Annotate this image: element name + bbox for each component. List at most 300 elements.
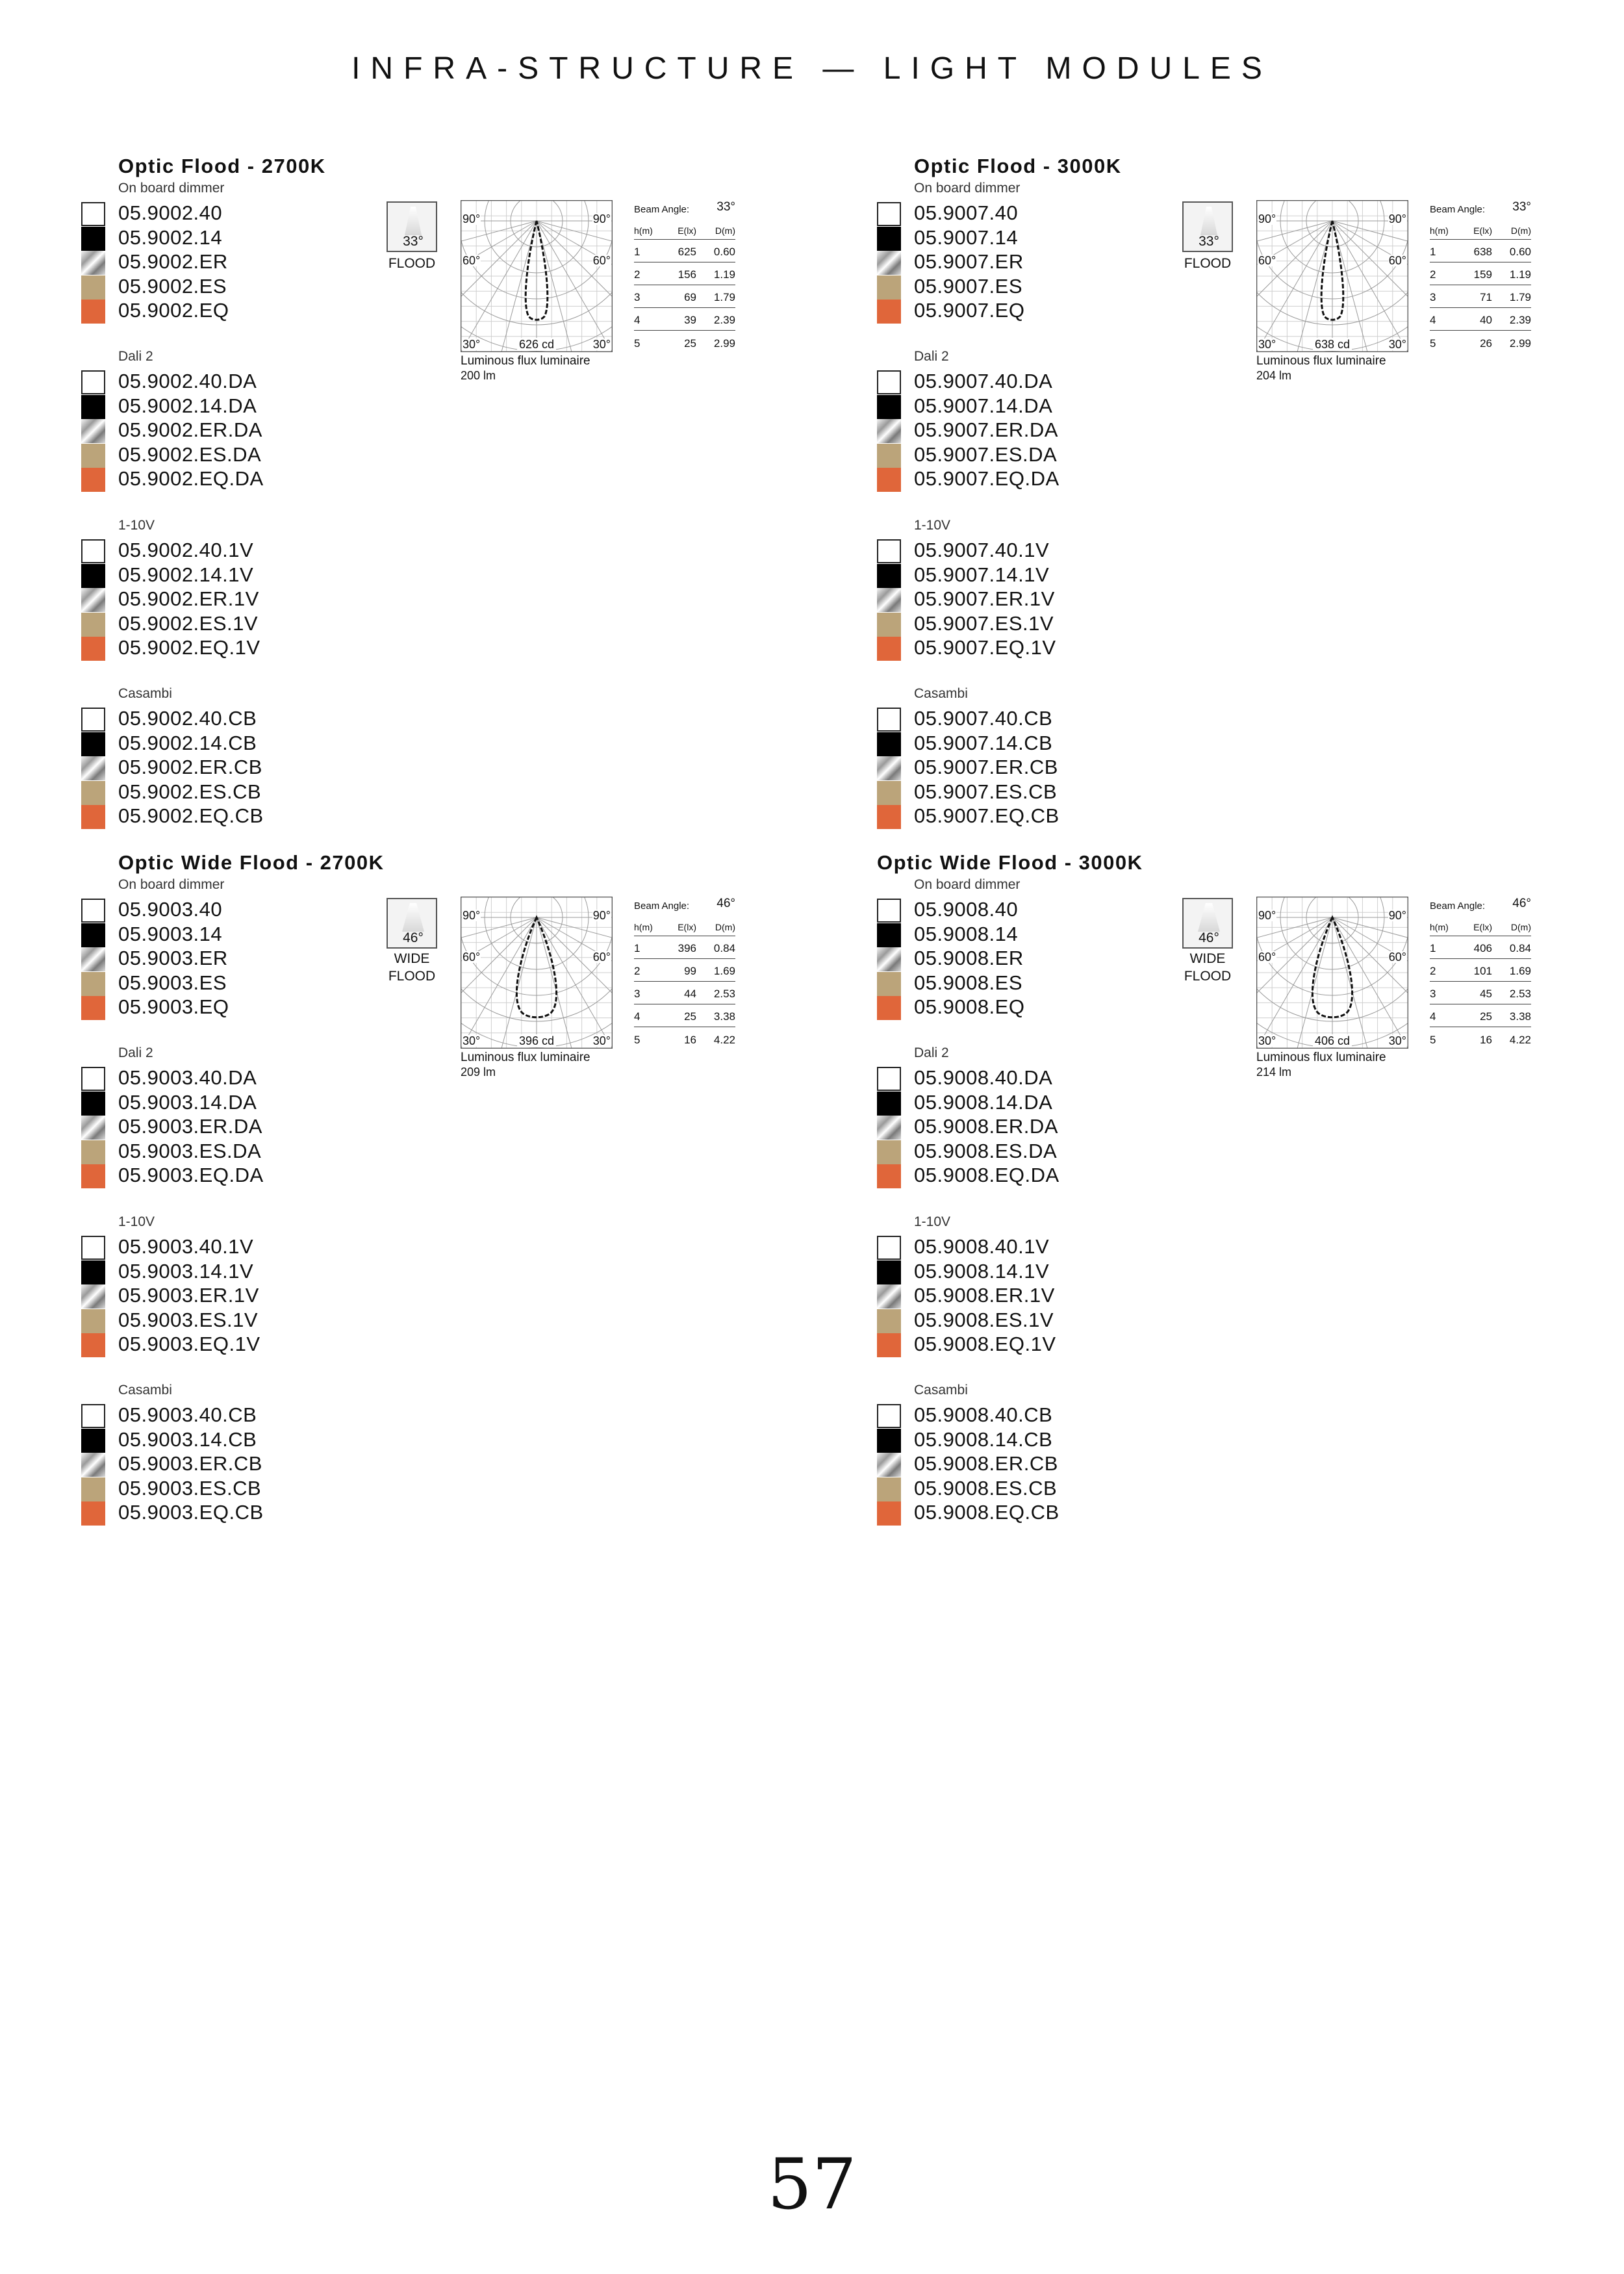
table-row: [1430, 936, 1531, 959]
table-cell: 2.39: [1509, 314, 1531, 326]
polar-light-distribution-diagram: [1256, 897, 1408, 1049]
block-title: Optic Flood - 3000K: [914, 155, 1122, 177]
polar-light-distribution-diagram: [461, 200, 613, 352]
group-label: Dali 2: [914, 1045, 949, 1060]
finish-swatch-white: [81, 202, 105, 226]
finish-swatch-orange: [877, 1501, 901, 1526]
table-cell: 3.38: [1509, 1010, 1531, 1023]
finish-swatch-orange: [877, 1164, 901, 1188]
table-cell: 159: [1473, 268, 1492, 281]
group-label: Dali 2: [118, 349, 153, 364]
finish-swatch-orange: [81, 805, 105, 829]
product-code-row: [914, 1114, 1278, 1139]
product-code: 05.9007.EQ.CB: [914, 804, 1059, 827]
table-header-row: [1430, 218, 1531, 240]
variant-group: [118, 1383, 482, 1525]
table-row: [1430, 1004, 1531, 1027]
finish-swatch-sand: [877, 275, 901, 300]
table-header-row: [634, 218, 735, 240]
finish-swatch-black: [877, 227, 901, 251]
polar-angle-label: 60°: [1388, 254, 1406, 267]
product-block: [81, 149, 828, 838]
finish-swatch-orange: [81, 1164, 105, 1188]
product-code: 05.9007.14.1V: [914, 563, 1050, 586]
finish-swatch-white: [81, 1236, 105, 1260]
table-cell: 40: [1480, 314, 1492, 326]
finish-swatch-black: [877, 923, 901, 947]
finish-swatch-chrome: [81, 1116, 105, 1140]
finish-swatch-black: [81, 395, 105, 419]
product-code: 05.9002.40.DA: [118, 370, 257, 392]
finish-swatch-black: [81, 1260, 105, 1284]
polar-peak-intensity: 396 cd: [517, 1034, 556, 1047]
product-code-row: [118, 1283, 482, 1308]
product-code-row: [118, 755, 482, 780]
variant-group: [914, 1214, 1278, 1357]
product-code: 05.9008.ES.DA: [914, 1139, 1058, 1162]
product-code: 05.9003.ES.DA: [118, 1139, 262, 1162]
product-code-row: [118, 1451, 482, 1476]
table-header-cell: D(m): [715, 225, 735, 236]
table-cell: 4.22: [1509, 1034, 1531, 1046]
polar-angle-label: 60°: [1258, 254, 1276, 267]
beam-angle-number: 33°: [717, 200, 735, 214]
polar-angle-label: 30°: [592, 1034, 611, 1047]
table-cell: 4: [634, 1010, 641, 1023]
polar-diagram-grid: [461, 897, 613, 1049]
finish-swatch-black: [877, 732, 901, 756]
product-code-row: [118, 538, 482, 563]
finish-swatch-black: [81, 1092, 105, 1116]
table-header-cell: E(lx): [1473, 225, 1492, 236]
finish-swatch-black: [877, 1429, 901, 1453]
polar-angle-label: 60°: [1388, 951, 1406, 964]
table-cell: 2.99: [1509, 337, 1531, 350]
product-code-row: [118, 1332, 482, 1357]
product-code: 05.9008.ES.CB: [914, 1476, 1058, 1500]
product-code-row: [118, 1090, 482, 1115]
finish-swatch-white: [877, 1067, 901, 1091]
table-cell: 4: [1430, 1010, 1436, 1023]
product-code: 05.9008.ES.1V: [914, 1308, 1054, 1331]
finish-swatch-orange: [81, 468, 105, 492]
product-code-row: [914, 369, 1278, 394]
finish-swatch-white: [877, 202, 901, 226]
polar-diagram-grid: [1256, 897, 1408, 1049]
product-code: 05.9008.ER.DA: [914, 1115, 1058, 1138]
finish-swatch-white: [877, 539, 901, 563]
polar-peak-intensity: 406 cd: [1313, 1034, 1352, 1047]
product-code: 05.9007.ES.1V: [914, 611, 1054, 635]
group-label: On board dimmer: [914, 181, 1021, 196]
product-code: 05.9002.40.CB: [118, 707, 257, 730]
table-cell: 1: [634, 246, 641, 258]
product-code: 05.9003.14.DA: [118, 1090, 257, 1114]
product-code-row: [914, 466, 1278, 491]
finish-swatch-black: [877, 1260, 901, 1284]
finish-swatch-sand: [81, 781, 105, 805]
luminous-flux-value: 200 lm: [461, 369, 496, 382]
product-code-row: [914, 995, 1278, 1019]
product-code-row: [914, 1308, 1278, 1333]
variant-group: [914, 1045, 1278, 1188]
product-code-row: [914, 442, 1278, 467]
table-header-cell: E(lx): [678, 225, 696, 236]
finish-swatch-chrome: [81, 251, 105, 275]
product-code-row: [914, 394, 1278, 418]
group-label: Casambi: [118, 1383, 172, 1398]
product-code: 05.9003.14: [118, 922, 223, 945]
product-code-row: [118, 1500, 482, 1525]
product-code-row: [118, 731, 482, 756]
product-code: 05.9002.14: [118, 225, 223, 249]
table-cell: 39: [684, 314, 696, 326]
product-code-row: [914, 731, 1278, 756]
finish-swatch-chrome: [81, 588, 105, 612]
finish-swatch-black: [81, 564, 105, 588]
beam-angle-row: [634, 199, 735, 218]
polar-angle-label: 90°: [1258, 909, 1276, 922]
polar-angle-label: 90°: [463, 212, 481, 225]
table-cell: 2.53: [1509, 988, 1531, 1000]
table-cell: 1.79: [713, 291, 735, 303]
variant-group: [914, 518, 1278, 660]
product-code-row: [914, 706, 1278, 731]
finish-swatch-sand: [877, 444, 901, 468]
beam-angle-number: 46°: [1512, 897, 1531, 910]
table-cell: 16: [684, 1034, 696, 1046]
beam-angle-value: 46°: [1199, 930, 1219, 945]
table-row: [1430, 308, 1531, 331]
product-code-row: [118, 706, 482, 731]
product-code: 05.9008.40.1V: [914, 1235, 1050, 1258]
finish-swatch-orange: [877, 996, 901, 1020]
polar-diagram-grid: [1256, 200, 1408, 352]
table-cell: 25: [684, 1010, 696, 1023]
finish-swatch-white: [877, 899, 901, 923]
photometric-table: [634, 199, 735, 353]
product-code: 05.9003.ER: [118, 947, 228, 969]
finish-swatch-orange: [81, 637, 105, 661]
product-code-row: [914, 804, 1278, 828]
table-header-cell: D(m): [1510, 225, 1531, 236]
luminous-flux-label: Luminous flux luminaire: [1256, 1051, 1386, 1064]
finish-swatch-sand: [81, 1477, 105, 1501]
product-code-row: [118, 1476, 482, 1501]
product-code: 05.9003.EQ.DA: [118, 1164, 264, 1186]
product-code: 05.9003.ER.1V: [118, 1284, 259, 1307]
table-header-cell: E(lx): [678, 922, 696, 932]
product-code: 05.9007.14.DA: [914, 394, 1053, 417]
beam-type-caption: FLOOD: [388, 256, 436, 271]
product-code-row: [914, 1332, 1278, 1357]
light-cone-icon: [405, 207, 422, 235]
product-code: 05.9007.40: [914, 201, 1019, 224]
table-cell: 1.69: [1509, 965, 1531, 977]
finish-swatch-orange: [81, 300, 105, 324]
group-label: Casambi: [914, 686, 968, 701]
table-cell: 16: [1480, 1034, 1492, 1046]
table-cell: 1.69: [713, 965, 735, 977]
table-row: [1430, 1027, 1531, 1050]
product-code: 05.9002.14.DA: [118, 394, 257, 417]
table-cell: 3.38: [713, 1010, 735, 1023]
table-row: [1430, 262, 1531, 285]
product-code: 05.9007.14.CB: [914, 731, 1053, 754]
table-cell: 0.60: [713, 246, 735, 258]
table-cell: 1.79: [1509, 291, 1531, 303]
table-header-row: [1430, 915, 1531, 936]
finish-swatch-black: [877, 564, 901, 588]
finish-swatch-chrome: [877, 1116, 901, 1140]
polar-angle-label: 30°: [592, 338, 611, 351]
product-code-row: [118, 995, 482, 1019]
finish-swatch-sand: [81, 1140, 105, 1164]
finish-swatch-orange: [877, 468, 901, 492]
table-header-cell: D(m): [715, 922, 735, 932]
product-code-row: [118, 466, 482, 491]
product-code-row: [118, 274, 482, 299]
product-code-row: [118, 611, 482, 636]
table-cell: 25: [684, 337, 696, 350]
table-row: [634, 959, 735, 982]
product-code-row: [118, 1066, 482, 1090]
table-cell: 25: [1480, 1010, 1492, 1023]
polar-peak-intensity: 638 cd: [1313, 338, 1352, 351]
finish-swatch-sand: [877, 1309, 901, 1333]
finish-swatch-black: [81, 732, 105, 756]
product-code: 05.9008.14.DA: [914, 1090, 1053, 1114]
finish-swatch-chrome: [877, 419, 901, 443]
table-cell: 3: [1430, 291, 1436, 303]
table-cell: 4: [634, 314, 641, 326]
product-code: 05.9003.40.1V: [118, 1235, 254, 1258]
product-code: 05.9008.14.1V: [914, 1259, 1050, 1283]
polar-intensity-wrap: [461, 339, 613, 350]
finish-swatch-sand: [877, 972, 901, 996]
table-row: [1430, 240, 1531, 262]
finish-swatch-sand: [877, 1140, 901, 1164]
variant-group: [914, 1383, 1278, 1525]
table-cell: 44: [684, 988, 696, 1000]
product-code: 05.9008.40: [914, 898, 1019, 921]
table-cell: 406: [1473, 942, 1492, 954]
polar-intensity-wrap: [461, 1035, 613, 1047]
product-code: 05.9002.ER: [118, 250, 228, 273]
table-row: [634, 240, 735, 262]
polar-angle-label: 60°: [463, 951, 481, 964]
product-code: 05.9008.EQ: [914, 995, 1025, 1018]
table-cell: 5: [634, 337, 641, 350]
table-cell: 4.22: [713, 1034, 735, 1046]
product-code: 05.9008.14.CB: [914, 1427, 1053, 1451]
finish-swatch-chrome: [81, 947, 105, 971]
product-code-row: [118, 298, 482, 323]
polar-angle-label: 90°: [1388, 212, 1406, 225]
finish-swatch-sand: [81, 1309, 105, 1333]
table-cell: 2.39: [713, 314, 735, 326]
beam-angle-value: 46°: [403, 930, 424, 945]
product-code-row: [118, 369, 482, 394]
table-cell: 101: [1473, 965, 1492, 977]
product-code: 05.9002.EQ.CB: [118, 804, 264, 827]
table-cell: 1.19: [713, 268, 735, 281]
product-code-row: [914, 298, 1278, 323]
product-code: 05.9008.ES: [914, 971, 1023, 994]
block-title: Optic Wide Flood - 3000K: [877, 851, 1143, 874]
page-title: INFRA-STRUCTURE — LIGHT MODULES: [351, 51, 1273, 86]
product-block: [877, 149, 1624, 838]
table-cell: 3: [1430, 988, 1436, 1000]
product-code: 05.9008.EQ.1V: [914, 1333, 1056, 1355]
product-code: 05.9003.40.CB: [118, 1403, 257, 1426]
table-cell: 4: [1430, 314, 1436, 326]
table-row: [634, 262, 735, 285]
light-cone-icon: [402, 903, 424, 932]
product-code: 05.9002.ES.DA: [118, 442, 262, 466]
product-code-row: [118, 563, 482, 587]
table-cell: 45: [1480, 988, 1492, 1000]
group-label: Dali 2: [914, 349, 949, 364]
product-code: 05.9007.ER.CB: [914, 756, 1058, 778]
group-label: Casambi: [118, 686, 172, 701]
table-cell: 99: [684, 965, 696, 977]
beam-angle-icon: [387, 898, 437, 949]
table-row: [634, 936, 735, 959]
finish-swatch-sand: [81, 275, 105, 300]
group-label: On board dimmer: [118, 181, 225, 196]
table-header-row: [634, 915, 735, 936]
photometric-table: [634, 895, 735, 1050]
product-code: 05.9007.40.DA: [914, 370, 1053, 392]
photometric-table: [1430, 199, 1531, 353]
beam-angle-row: [634, 895, 735, 915]
product-code-row: [914, 1427, 1278, 1452]
polar-angle-label: 90°: [592, 909, 611, 922]
product-code: 05.9007.14: [914, 225, 1019, 249]
table-cell: 1: [1430, 246, 1436, 258]
table-cell: 26: [1480, 337, 1492, 350]
finish-swatch-chrome: [877, 756, 901, 780]
table-header-cell: h(m): [1430, 922, 1449, 932]
finish-swatch-sand: [877, 781, 901, 805]
product-code-row: [914, 611, 1278, 636]
table-row: [634, 1027, 735, 1050]
product-code-row: [118, 442, 482, 467]
product-code: 05.9002.EQ.DA: [118, 467, 264, 490]
polar-angle-label: 30°: [463, 338, 481, 351]
finish-swatch-orange: [81, 996, 105, 1020]
finish-swatch-black: [81, 227, 105, 251]
finish-swatch-black: [81, 1429, 105, 1453]
finish-swatch-white: [877, 708, 901, 732]
table-header-cell: h(m): [1430, 225, 1449, 236]
polar-angle-label: 90°: [463, 909, 481, 922]
product-code-row: [914, 1259, 1278, 1284]
product-code-row: [914, 1234, 1278, 1259]
group-label: Dali 2: [118, 1045, 153, 1060]
beam-angle-number: 33°: [1512, 200, 1531, 214]
variant-group: [118, 1214, 482, 1357]
beam-angle-row: [1430, 199, 1531, 218]
table-cell: 1: [1430, 942, 1436, 954]
finish-swatch-orange: [877, 1333, 901, 1357]
table-cell: 0.84: [713, 942, 735, 954]
product-code-row: [914, 780, 1278, 804]
table-cell: 0.60: [1509, 246, 1531, 258]
finish-swatch-chrome: [877, 588, 901, 612]
polar-angle-label: 60°: [592, 254, 611, 267]
finish-swatch-chrome: [81, 1284, 105, 1309]
product-code: 05.9002.14.1V: [118, 563, 254, 586]
table-cell: 638: [1473, 246, 1492, 258]
polar-diagram-grid: [461, 200, 613, 352]
table-cell: 3: [634, 988, 641, 1000]
product-code: 05.9002.ER.CB: [118, 756, 262, 778]
finish-swatch-chrome: [81, 756, 105, 780]
table-row: [634, 285, 735, 308]
product-code-row: [914, 1283, 1278, 1308]
polar-angle-label: 30°: [463, 1034, 481, 1047]
finish-swatch-orange: [877, 637, 901, 661]
product-code-row: [118, 418, 482, 442]
product-code-row: [118, 1163, 482, 1188]
finish-swatch-chrome: [877, 1284, 901, 1309]
group-label: 1-10V: [914, 518, 951, 533]
product-code: 05.9008.EQ.DA: [914, 1164, 1059, 1186]
polar-angle-label: 90°: [1258, 212, 1276, 225]
light-cone-icon: [1200, 207, 1217, 235]
table-cell: 1.19: [1509, 268, 1531, 281]
product-code: 05.9007.EQ.DA: [914, 467, 1059, 490]
polar-intensity-wrap: [1256, 339, 1408, 350]
product-code: 05.9003.EQ: [118, 995, 229, 1018]
variant-group: [118, 518, 482, 660]
luminous-flux-value: 204 lm: [1256, 369, 1292, 382]
product-code: 05.9002.ES: [118, 274, 227, 298]
polar-angle-label: 60°: [592, 951, 611, 964]
finish-swatch-sand: [877, 613, 901, 637]
finish-swatch-sand: [81, 972, 105, 996]
product-code-row: [914, 1090, 1278, 1115]
table-cell: 1: [634, 942, 641, 954]
product-block: [81, 846, 828, 1535]
finish-swatch-white: [81, 370, 105, 394]
luminous-flux-value: 214 lm: [1256, 1066, 1292, 1079]
product-code: 05.9003.ES.1V: [118, 1308, 259, 1331]
finish-swatch-white: [877, 370, 901, 394]
table-row: [634, 308, 735, 331]
table-row: [1430, 959, 1531, 982]
finish-swatch-white: [877, 1404, 901, 1428]
finish-swatch-sand: [877, 1477, 901, 1501]
product-code: 05.9002.ER.1V: [118, 587, 259, 610]
polar-angle-label: 90°: [1388, 909, 1406, 922]
finish-swatch-white: [81, 1067, 105, 1091]
product-code: 05.9008.ER.1V: [914, 1284, 1055, 1307]
product-code-row: [914, 418, 1278, 442]
block-title: Optic Flood - 2700K: [118, 155, 326, 177]
beam-angle-icon: [1182, 898, 1233, 949]
finish-swatch-chrome: [877, 251, 901, 275]
product-code-row: [914, 587, 1278, 611]
product-code: 05.9008.ER.CB: [914, 1452, 1058, 1475]
product-code: 05.9003.40: [118, 898, 223, 921]
product-code: 05.9003.EQ.CB: [118, 1501, 264, 1524]
product-code: 05.9002.ES.CB: [118, 780, 262, 803]
product-code: 05.9003.ES: [118, 971, 227, 994]
product-code: 05.9007.ER.DA: [914, 418, 1058, 441]
